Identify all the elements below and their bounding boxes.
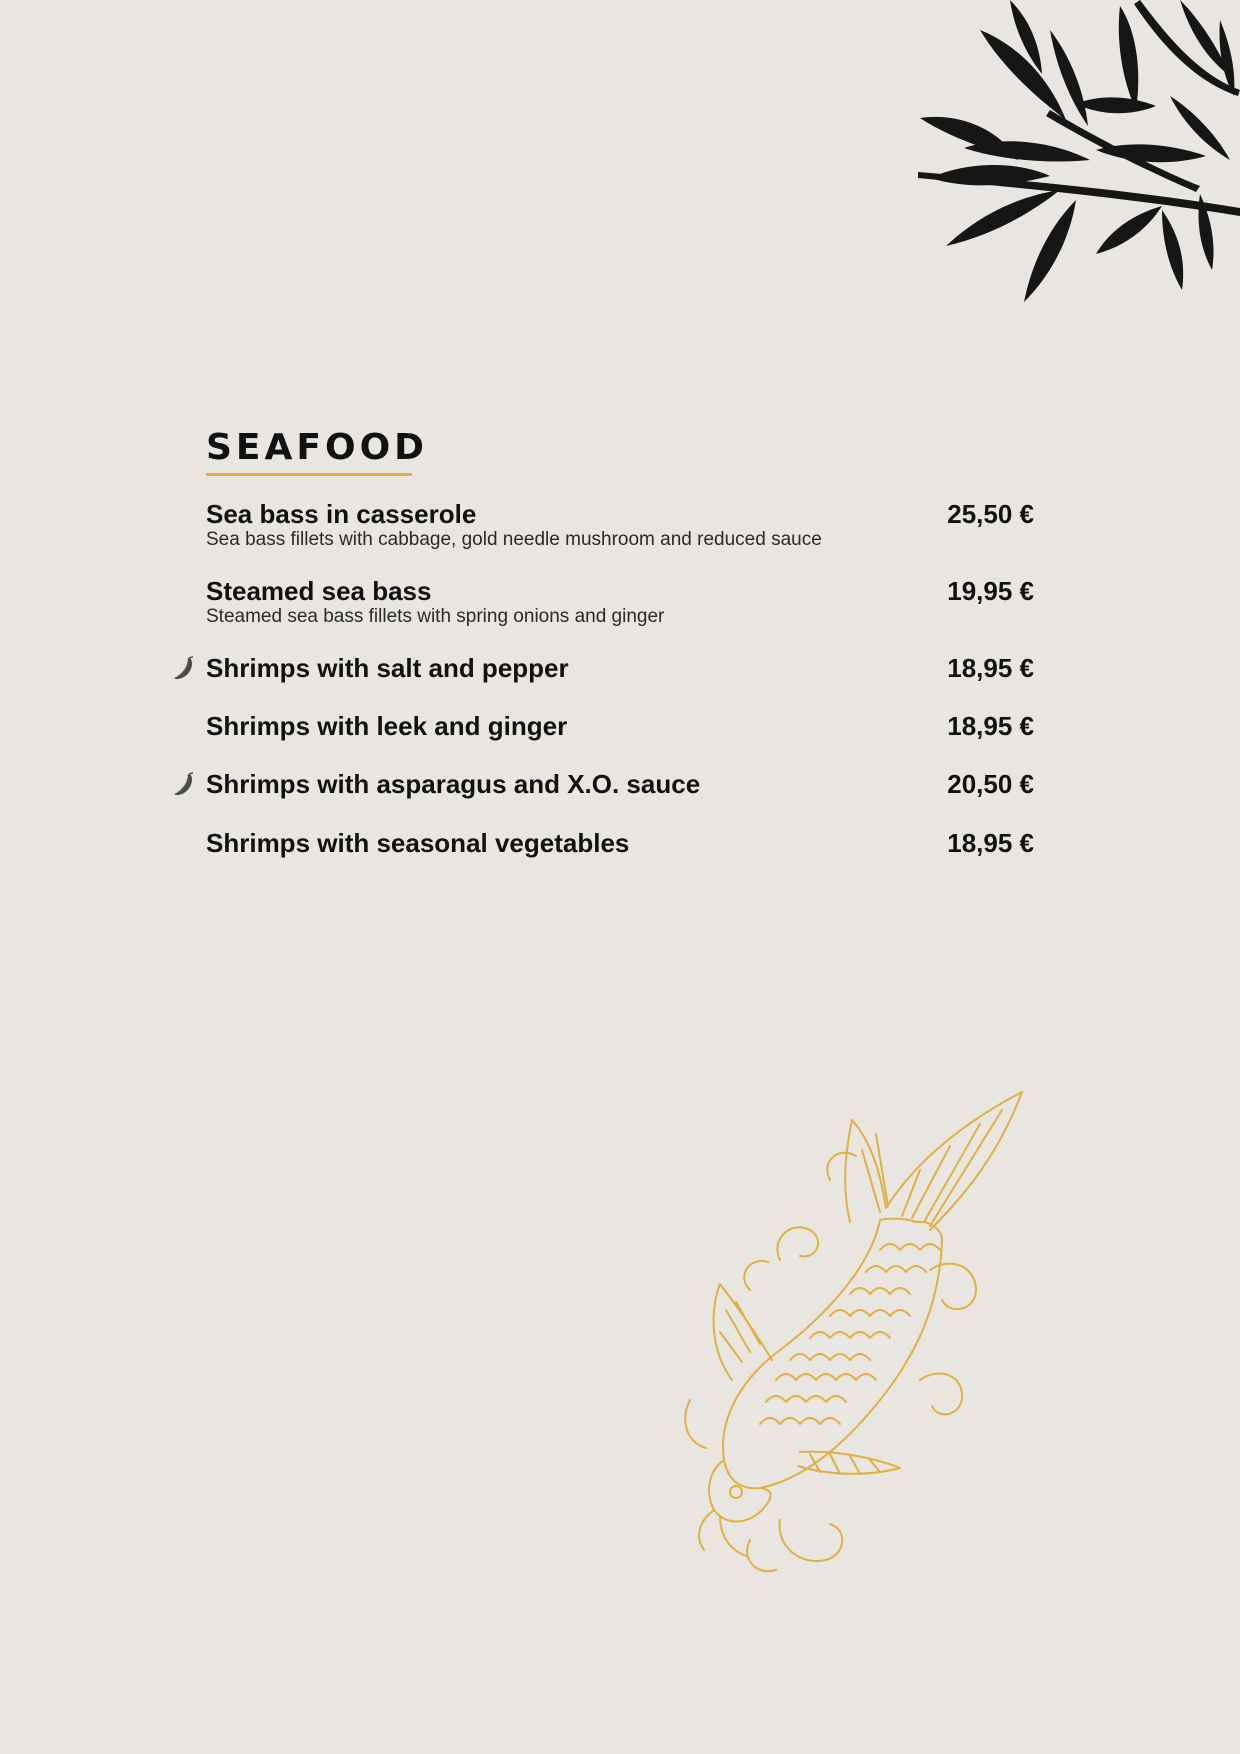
koi-fish-icon	[680, 1080, 1040, 1580]
item-description: Sea bass fillets with cabbage, gold needle mushroom and reduced sauce	[206, 529, 822, 550]
chili-pepper-icon	[172, 772, 196, 798]
chili-pepper-icon	[172, 656, 196, 682]
section-title: SEAFOOD	[206, 427, 429, 468]
item-name: Steamed sea bass	[206, 576, 432, 606]
item-name: Shrimps with leek and ginger	[206, 711, 568, 741]
item-name: Shrimps with asparagus and X.O. sauce	[206, 769, 701, 799]
item-price: 25,50 €	[947, 499, 1034, 529]
title-underline	[206, 473, 412, 476]
item-price: 20,50 €	[947, 769, 1034, 799]
item-name: Shrimps with seasonal vegetables	[206, 828, 630, 858]
item-price: 18,95 €	[947, 653, 1034, 683]
item-name: Shrimps with salt and pepper	[206, 653, 569, 683]
item-price: 19,95 €	[947, 576, 1034, 606]
item-price: 18,95 €	[947, 828, 1034, 858]
item-description: Steamed sea bass fillets with spring onions and ginger	[206, 606, 665, 627]
item-name: Sea bass in casserole	[206, 499, 477, 529]
bamboo-leaves-icon	[900, 0, 1240, 310]
item-price: 18,95 €	[947, 711, 1034, 741]
